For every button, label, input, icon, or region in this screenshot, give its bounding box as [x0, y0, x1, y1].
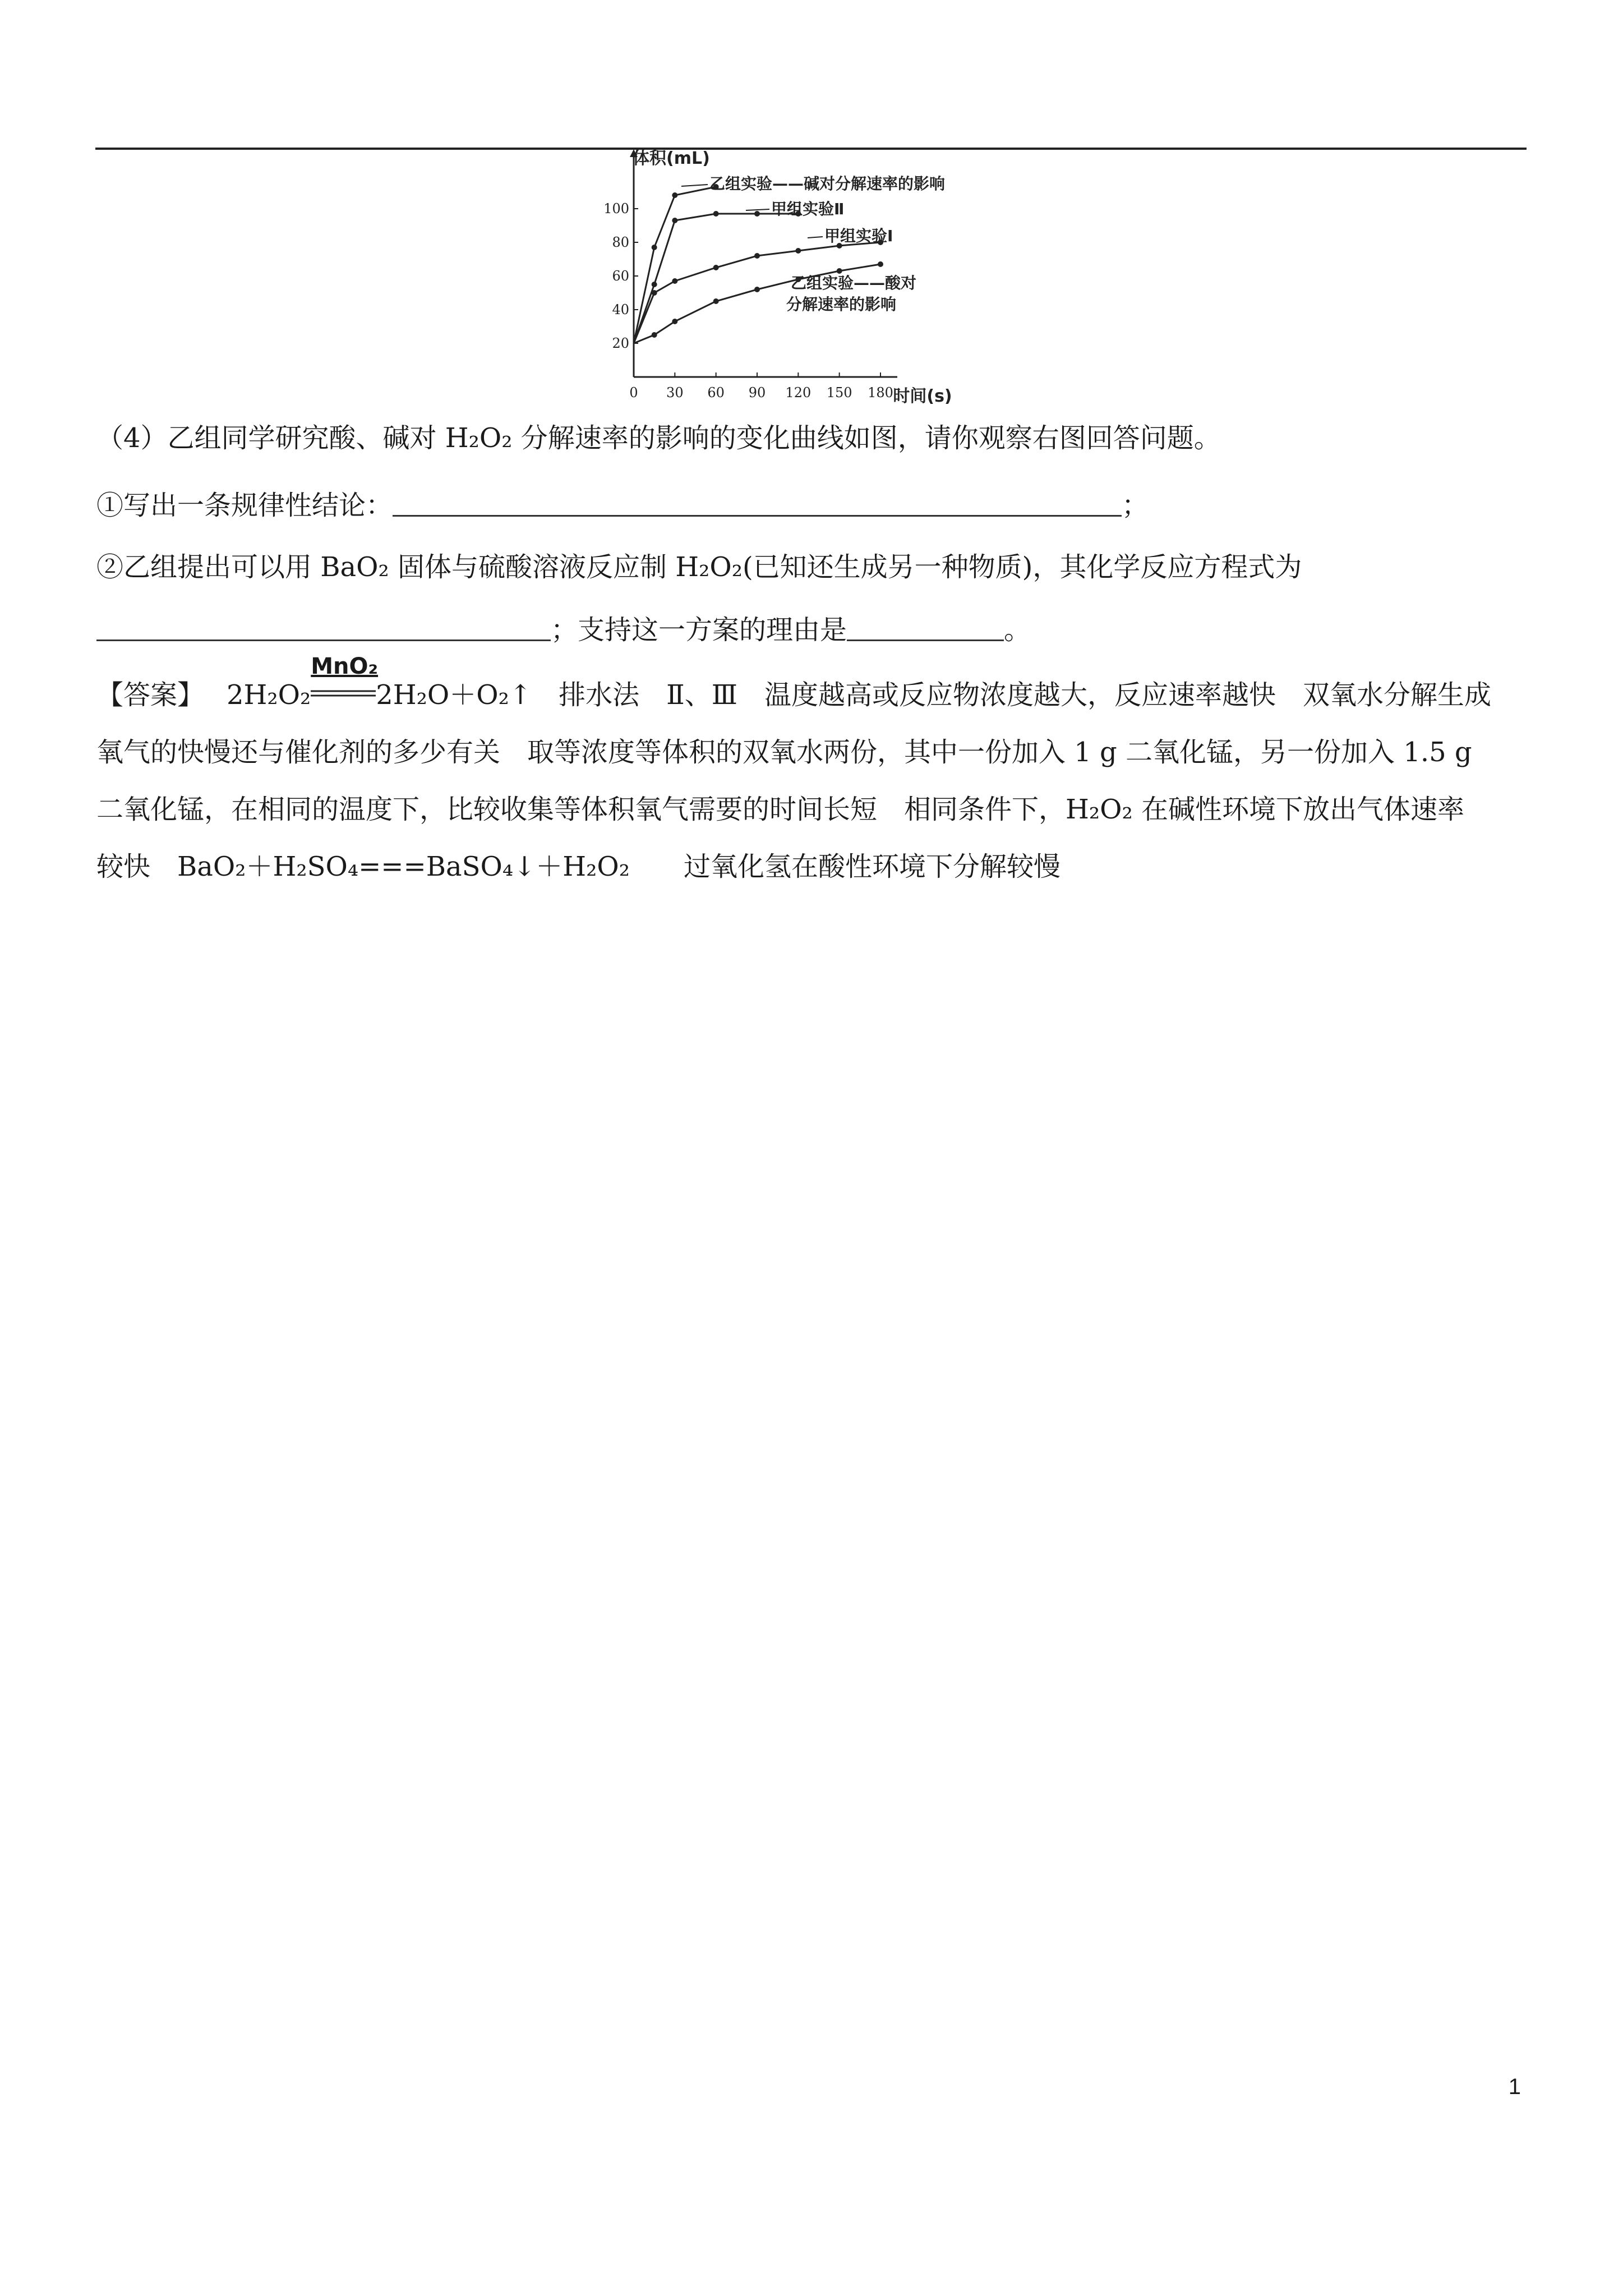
- question-4-2-text: ②乙组提出可以用 BaO₂ 固体与硫酸溶液反应制 H₂O₂(已知还生成另一种物质)，其化学反应方程式为: [96, 551, 1302, 583]
- data-point: [795, 248, 801, 254]
- data-point: [652, 332, 657, 338]
- data-point: [713, 265, 719, 270]
- answer-line-4-text: 较快 BaO₂＋H₂SO₄===BaSO₄↓＋H₂O₂ 过氧化氢在酸性环境下分解较慢: [96, 851, 1061, 882]
- y-tick-label: 100: [603, 201, 629, 217]
- answer-blank-conclusion[interactable]: [393, 490, 1122, 517]
- question-4-1-end: ；: [1122, 490, 1149, 521]
- x-tick-label: 30: [666, 385, 684, 401]
- chart-svg: [583, 147, 1032, 409]
- data-point: [837, 268, 842, 274]
- equation-rhs: 2H₂O＋O₂↑: [376, 679, 532, 711]
- data-point: [672, 319, 677, 324]
- answer-line-1-rest: 排水法 Ⅱ、Ⅲ 温度越高或反应物浓度越大，反应速率越快 双氧水分解生成: [532, 679, 1491, 711]
- question-4-1-text: ①写出一条规律性结论：: [96, 490, 393, 521]
- answer-line-2-text: 氧气的快慢还与催化剂的多少有关 取等浓度等体积的双氧水两份，其中一份加入 1 g 二氧化锰，另一份加入 1.5 g: [96, 737, 1472, 768]
- equation-arrow: [311, 654, 379, 711]
- answer-line-3: [96, 788, 1464, 826]
- y-tick-label: 20: [612, 335, 629, 351]
- data-point: [672, 278, 677, 284]
- data-point: [878, 261, 883, 267]
- series-line-2: [634, 214, 798, 343]
- answer-label: 【答案】: [96, 679, 205, 711]
- answer-blank-equation[interactable]: [96, 615, 551, 641]
- data-point: [713, 298, 719, 304]
- data-point: [672, 192, 677, 198]
- data-point: [713, 211, 719, 217]
- question-4-stem-text: （4）乙组同学研究酸、碱对 H₂O₂ 分解速率的影响的变化曲线如图，请你观察右图回答问题。: [96, 422, 1221, 454]
- y-axis-label: 体积(mL): [633, 149, 710, 168]
- data-point: [754, 211, 760, 217]
- data-point: [652, 245, 657, 250]
- answer-line-3-text: 二氧化锰，在相同的温度下，比较收集等体积氧气需要的时间长短 相同条件下，H₂O₂ 在碱性环境下放出气体速率: [96, 794, 1464, 825]
- data-point: [652, 290, 657, 296]
- equation-lhs: 2H₂O₂: [227, 679, 311, 711]
- question-4-2: [96, 549, 1302, 586]
- volume-time-chart: [583, 147, 1032, 409]
- answer-line-2: [96, 730, 1472, 769]
- x-tick-label: 90: [748, 385, 766, 401]
- answer-line-1: [96, 654, 1491, 712]
- question-4-stem: [96, 420, 1221, 457]
- y-tick-label: 60: [612, 268, 629, 284]
- label-connector: [681, 185, 708, 186]
- label-connector: [746, 209, 769, 210]
- data-point: [652, 282, 657, 287]
- y-tick-label: 80: [612, 234, 629, 250]
- series-label: 乙组实验——碱对分解速率的影响: [709, 174, 946, 193]
- data-point: [754, 287, 760, 292]
- series-label: 分解速率的影响: [786, 295, 897, 314]
- x-axis-label: 时间(s): [893, 386, 952, 406]
- answer-blank-reason[interactable]: [847, 615, 1004, 641]
- y-tick-label: 40: [612, 302, 629, 318]
- data-point: [754, 253, 760, 259]
- series-label: 甲组实验Ⅱ: [771, 200, 845, 218]
- x-tick-label: 120: [785, 385, 811, 401]
- series-label: 甲组实验Ⅰ: [824, 227, 893, 245]
- label-connector: [808, 237, 823, 238]
- x-tick-label: 0: [629, 385, 638, 401]
- answer-line-4: [96, 845, 1061, 884]
- series-label: 乙组实验——酸对: [791, 274, 917, 292]
- question-4-2-end: 。: [1004, 614, 1031, 646]
- question-4-1: [96, 487, 1149, 524]
- page-number: 1: [1508, 2074, 1521, 2099]
- data-point: [672, 218, 677, 223]
- x-tick-label: 150: [826, 385, 852, 401]
- catalyst-label: MnO₂: [311, 654, 379, 679]
- x-tick-label: 180: [868, 385, 893, 401]
- question-4-2-mid: ；支持这一方案的理由是: [551, 614, 847, 646]
- x-tick-label: 60: [707, 385, 725, 401]
- question-4-2-blanks: [96, 611, 1031, 648]
